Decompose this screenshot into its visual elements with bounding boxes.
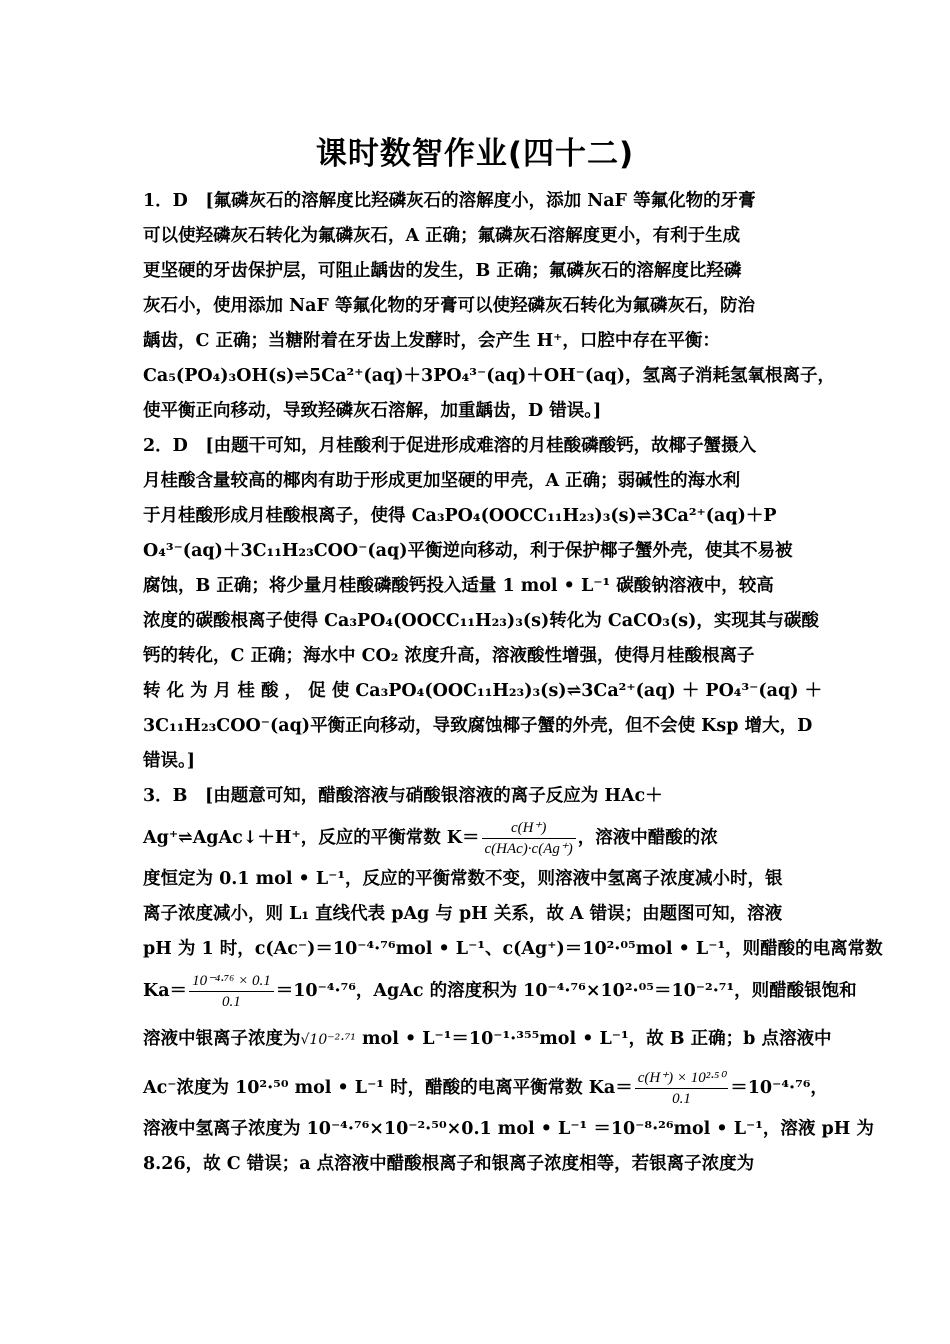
- text-line: 于月桂酸形成月桂酸根离子，使得 Ca₃PO₄(OOCC₁₁H₂₃)₃(s)⇌3Ca²⁺(aq)＋P: [143, 506, 777, 526]
- text-line-with-fraction: [143, 1064, 828, 1112]
- text-line: 溶液中氢离子浓度为 10⁻⁴·⁷⁶×10⁻²·⁵⁰×0.1 mol • L⁻¹ ＝10⁻⁸·²⁶mol • L⁻¹，溶液 pH 为: [143, 1119, 874, 1139]
- ionization-constant-fraction-b: [635, 1068, 729, 1109]
- text-line: 钙的转化，C 正确；海水中 CO₂ 浓度升高，溶液酸性增强，使得月桂酸根离子: [143, 646, 755, 666]
- text-line: 3．B [由题意可知，醋酸溶液与硝酸银溶液的离子反应为 HAc＋: [143, 786, 663, 806]
- fraction-numerator: 10⁻⁴·⁷⁶ × 0.1: [189, 971, 274, 992]
- text-line-with-radical: [143, 1015, 832, 1064]
- text-line: 更坚硬的牙齿保护层，可阻止龋齿的发生，B 正确；氟磷灰石的溶解度比羟磷: [143, 261, 742, 281]
- text-line: 龋齿，C 正确；当糖附着在牙齿上发酵时，会产生 H⁺，口腔中存在平衡：: [143, 331, 720, 351]
- fraction-numerator: c(H⁺) × 10²·⁵⁰: [635, 1068, 729, 1089]
- text-line: 可以使羟磷灰石转化为氟磷灰石，A 正确；氟磷灰石溶解度更小，有利于生成: [143, 226, 741, 246]
- fraction-numerator: c(H⁺): [482, 818, 576, 839]
- text-fragment: Ka＝: [143, 981, 188, 1001]
- text-line: Ca₅(PO₄)₃OH(s)⇌5Ca²⁺(aq)＋3PO₄³⁻(aq)＋OH⁻(aq)，氢离子消耗氢氧根离子，: [143, 366, 835, 386]
- answer-body: [143, 184, 883, 1182]
- text-fragment: ＝10⁻⁴·⁷⁶，: [730, 1078, 828, 1098]
- text-line: 转 化 为 月 桂 酸 ， 促 使 Ca₃PO₄(OOC₁₁H₂₃)₃(s)⇌3Ca²⁺(aq) ＋ PO₄³⁻(aq) ＋: [143, 681, 823, 701]
- text-fragment: ，溶液中醋酸的浓: [577, 828, 718, 848]
- answer-item-3: [143, 779, 883, 1182]
- text-line: 浓度的碳酸根离子使得 Ca₃PO₄(OOCC₁₁H₂₃)₃(s)转化为 CaCO₃(s)，实现其与碳酸: [143, 611, 819, 631]
- text-fragment: ＝10⁻⁴·⁷⁶，AgAc 的溶度积为 10⁻⁴·⁷⁶×10²·⁰⁵＝10⁻²·⁷¹，则醋酸银饱和: [275, 981, 857, 1001]
- text-fragment: Ag⁺⇌AgAc↓＋H⁺，反应的平衡常数 K＝: [143, 828, 480, 848]
- text-line: O₄³⁻(aq)＋3C₁₁H₂₃COO⁻(aq)平衡逆向移动，利于保护椰子蟹外壳，使其不易被: [143, 541, 793, 561]
- text-line: 2．D [由题干可知，月桂酸利于促进形成难溶的月桂酸磷酸钙，故椰子蟹摄入: [143, 436, 757, 456]
- ionization-constant-fraction: [189, 971, 274, 1012]
- text-line: pH 为 1 时，c(Ac⁻)＝10⁻⁴·⁷⁶mol • L⁻¹、c(Ag⁺)＝10²·⁰⁵mol • L⁻¹，则醋酸的电离常数: [143, 939, 883, 959]
- text-line: 月桂酸含量较高的椰肉有助于形成更加坚硬的甲壳，A 正确；弱碱性的海水利: [143, 471, 741, 491]
- text-fragment: 溶液中银离子浓度为: [143, 1029, 301, 1049]
- equilibrium-constant-fraction: [482, 818, 576, 859]
- text-line: 离子浓度减小，则 L₁ 直线代表 pAg 与 pH 关系，故 A 错误；由题图可知，溶液: [143, 904, 783, 924]
- text-line: 使平衡正向移动，导致羟磷灰石溶解，加重龋齿，D 错误。]: [143, 401, 602, 421]
- square-root-expression: √10⁻²·⁷¹: [300, 1032, 356, 1048]
- text-fragment: Ac⁻浓度为 10²·⁵⁰ mol • L⁻¹ 时，醋酸的电离平衡常数 Ka＝: [143, 1078, 633, 1098]
- text-line: 灰石小，使用添加 NaF 等氟化物的牙膏可以使羟磷灰石转化为氟磷灰石，防治: [143, 296, 755, 316]
- page-title: 课时数智作业(四十二): [315, 136, 635, 172]
- answer-item-1: [143, 184, 835, 429]
- fraction-denominator: 0.1: [672, 1091, 691, 1107]
- text-fragment: mol • L⁻¹＝10⁻¹·³⁵⁵mol • L⁻¹，故 B 正确；b 点溶液中: [355, 1029, 832, 1049]
- answer-item-2: [143, 429, 823, 779]
- text-line-with-fraction: [143, 967, 857, 1015]
- text-line: 腐蚀，B 正确；将少量月桂酸磷酸钙投入适量 1 mol • L⁻¹ 碳酸钠溶液中，较高: [143, 576, 774, 596]
- text-line: 错误。]: [143, 751, 196, 771]
- text-line: 1．D [氟磷灰石的溶解度比羟磷灰石的溶解度小，添加 NaF 等氟化物的牙膏: [143, 191, 756, 211]
- text-line: 8.26，故 C 错误；a 点溶液中醋酸根离子和银离子浓度相等，若银离子浓度为: [143, 1154, 755, 1174]
- text-line: 3C₁₁H₂₃COO⁻(aq)平衡正向移动，导致腐蚀椰子蟹的外壳，但不会使 Ksp 增大，D: [143, 716, 813, 736]
- fraction-denominator: 0.1: [222, 994, 241, 1010]
- text-line-with-fraction: [143, 814, 807, 862]
- text-line: 度恒定为 0.1 mol • L⁻¹，反应的平衡常数不变，则溶液中氢离子浓度减小时，银: [143, 869, 783, 889]
- fraction-denominator: c(HAc)·c(Ag⁺): [484, 841, 573, 857]
